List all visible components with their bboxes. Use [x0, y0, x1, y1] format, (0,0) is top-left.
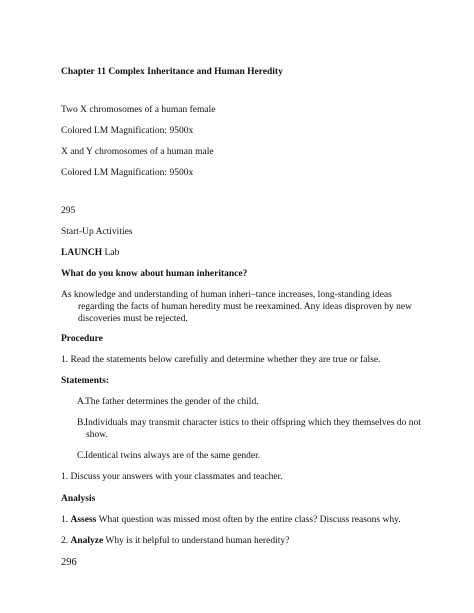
statement-text: Identical twins always are of the same gender. [85, 451, 261, 461]
question-heading: What do you know about human inheritance? [61, 269, 248, 279]
lab-label: Lab [102, 248, 120, 258]
statement-a [77, 396, 422, 408]
statement-text: Individuals may transmit character istics to their offspring which they themselves do not [85, 418, 421, 428]
page-number: 295 [61, 206, 76, 216]
analyze-label: Analyze [70, 536, 104, 546]
launch-lab-heading [61, 247, 119, 259]
analysis-question-text: What question was missed most often by the entire class? Discuss reasons why. [96, 515, 401, 525]
caption-male: X and Y chromosomes of a human male [61, 147, 214, 157]
analysis-question-2 [61, 535, 289, 547]
analysis-number: 2. [61, 536, 71, 546]
statement-c [77, 450, 422, 462]
procedure-step-2: 1. Discuss your answers with your classmates and teacher. [61, 472, 283, 482]
analysis-question-1 [61, 514, 401, 526]
caption-female: Two X chromosomes of a human female [61, 105, 216, 115]
caption-magnification-1: Colored LM Magnification: 9500x [61, 126, 194, 136]
startup-heading: Start-Up Activities [61, 227, 133, 237]
analysis-heading: Analysis [61, 494, 96, 504]
procedure-heading: Procedure [61, 334, 103, 344]
intro-line-1: As knowledge and understanding of human inheri–tance increases, long-standing ideas [61, 290, 392, 300]
statement-b [77, 417, 422, 441]
statements-heading: Statements: [61, 376, 110, 386]
procedure-step-1: 1. Read the statements below carefully and determine whether they are true or false. [61, 355, 381, 365]
analysis-number: 1. [61, 515, 71, 525]
chapter-title: Chapter 11 Complex Inheritance and Human Heredity [61, 67, 283, 77]
statement-text: The father determines the gender of the child. [85, 397, 259, 407]
statement-letter: C. [77, 451, 86, 461]
intro-line-3: discoveries must be rejected. [78, 314, 188, 324]
statement-letter: B. [77, 418, 86, 428]
assess-label: Assess [70, 515, 97, 525]
statement-letter: A. [77, 397, 87, 407]
intro-line-2: regarding the facts of human heredity must be reexamined. Any ideas disproven by new [78, 302, 412, 312]
page-number: 296 [61, 557, 77, 568]
analysis-question-text: Why is it helpful to understand human heredity? [103, 536, 290, 546]
caption-magnification-2: Colored LM Magnification: 9500x [61, 168, 194, 178]
statement-text-continued: show. [86, 430, 108, 440]
launch-label: LAUNCH [61, 248, 103, 258]
